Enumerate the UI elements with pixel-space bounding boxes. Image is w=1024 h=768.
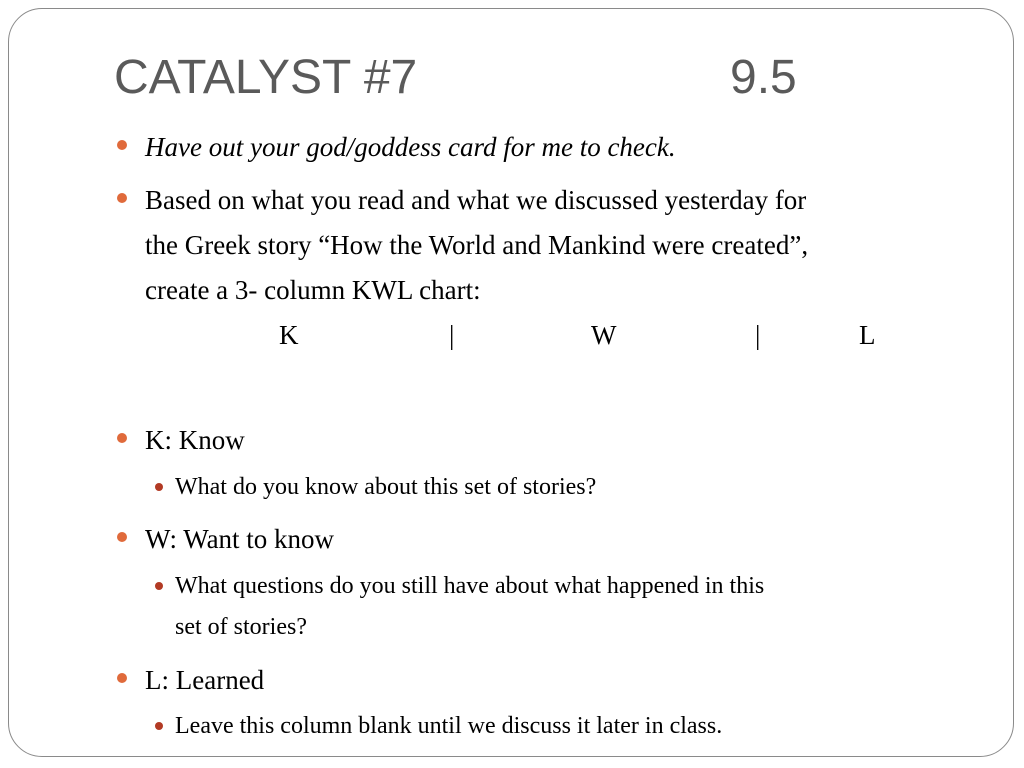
w-heading: W: Want to know bbox=[145, 524, 335, 554]
w-description-line1: What questions do you still have about what happened in this bbox=[175, 573, 765, 599]
sub-bullet-dot bbox=[155, 483, 163, 491]
bullet-dot bbox=[117, 532, 127, 542]
bullet-dot bbox=[117, 140, 127, 150]
bullet-dot bbox=[117, 673, 127, 683]
bullet-card-check: Have out your god/goddess card for me to check. bbox=[145, 132, 676, 162]
kwl-separator: | bbox=[755, 320, 761, 350]
kwl-column-k: K bbox=[279, 320, 299, 350]
w-description-line2: set of stories? bbox=[175, 614, 307, 640]
sub-bullet-dot bbox=[155, 722, 163, 730]
bullet-dot bbox=[117, 433, 127, 443]
k-heading: K: Know bbox=[145, 425, 245, 455]
slide-title bbox=[114, 49, 797, 107]
kwl-separator: | bbox=[449, 320, 455, 350]
sub-bullet-dot bbox=[155, 582, 163, 590]
bullet-kwl-instructions-line1: Based on what you read and what we discussed yesterday for bbox=[145, 185, 807, 215]
k-description: What do you know about this set of stories? bbox=[175, 474, 597, 500]
title-text: CATALYST #7 bbox=[114, 51, 418, 104]
bullet-kwl-instructions-line3: create a 3- column KWL chart: bbox=[145, 275, 481, 305]
title-number: 9.5 bbox=[730, 51, 797, 104]
kwl-column-l: L bbox=[859, 320, 876, 350]
l-heading: L: Learned bbox=[145, 665, 265, 695]
l-description: Leave this column blank until we discuss it later in class. bbox=[175, 713, 723, 739]
kwl-column-w: W bbox=[591, 320, 617, 350]
slide bbox=[8, 8, 1014, 757]
bullet-dot bbox=[117, 193, 127, 203]
bullet-kwl-instructions-line2: the Greek story “How the World and Mankind were created”, bbox=[145, 230, 809, 260]
